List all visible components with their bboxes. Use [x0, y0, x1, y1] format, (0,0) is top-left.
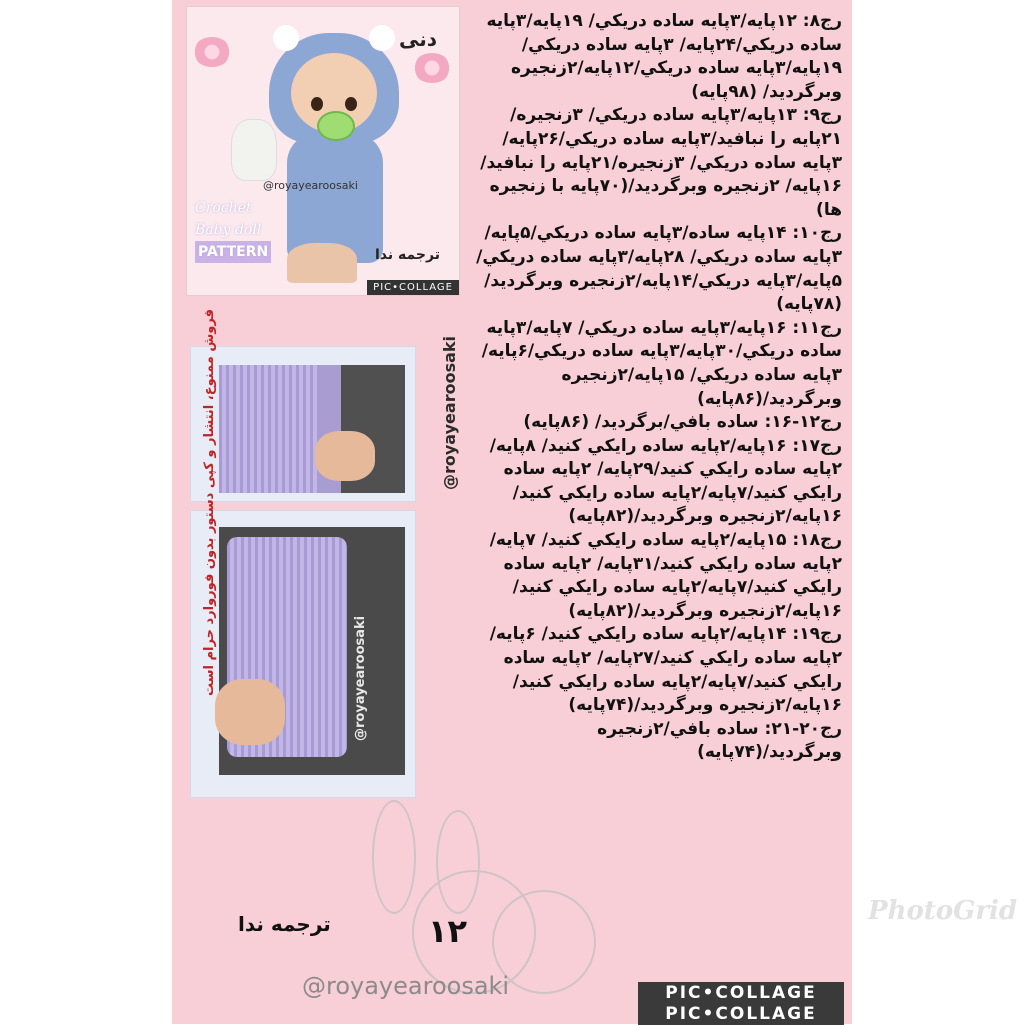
- bunny-sketch-illustration: [352, 800, 602, 1000]
- holding-hand: [287, 243, 357, 283]
- vertical-handle-watermark: @royayearoosaki: [440, 335, 459, 490]
- pattern-label-badge: PATTERN: [195, 241, 271, 263]
- hand-photo: [315, 431, 375, 481]
- doll-eye: [311, 97, 323, 111]
- hand-photo: [215, 679, 285, 745]
- pattern-row: رج۹: ۱۳پایه/۳پایه ساده دریکي/ ۳زنجیره/۲۱پایه را نبافید/۳پایه ساده دریکي/۲۶پایه/۳پایه ساده دریکي/ ۳زنجیره/۲۱پایه را نبافید/۱۶پایه/ ۲زنجیره وبرگردید/(۷۰پایه با زنجیره ها): [480, 105, 842, 220]
- doll-title: دنی: [399, 27, 438, 51]
- knit-fabric: [219, 365, 319, 493]
- collage-badge: PIC•COLLAGE: [638, 982, 844, 1004]
- copyright-warning-text: فروش ممنوع، انتشار و کپی دستور بدون فوروارد حرام است: [202, 309, 217, 696]
- crochet-photo-1: [190, 346, 416, 502]
- doll-watermark: @royayearoosaki: [263, 179, 358, 192]
- pattern-row: رج۱۹: ۱۴پایه/۲پایه ساده رایکي کنید/ ۶پایه/۲پایه ساده رایکي کنید/۲۷پایه/ ۲پایه ساده رایکي کنید/۷پایه/۲پایه ساده رایکي کنید/۱۶پایه/۲زنجیره وبرگردید/(۷۴پایه): [489, 624, 842, 716]
- doll-photo-card: [186, 6, 460, 296]
- pattern-row: رج۱۸: ۱۵پایه/۲پایه ساده رایکي کنید/ ۷پایه/۲پایه ساده رایکي کنید/۳۱پایه/ ۲پایه ساده رایکي کنید/۷پایه/۲پایه ساده رایکي کنید/۱۶پایه/۲زنجیره وبرگردید/(۸۲پایه): [489, 530, 842, 621]
- pattern-instructions: [472, 10, 842, 765]
- pattern-row: رج۱۱: ۱۶پایه/۳پایه ساده دریکي/ ۷پایه/۳پایه ساده دریکي/۳۰پایه/۳پایه ساده دریکي/۶پایه/۳پایه ساده دریکي/ ۱۵پایه/۲زنجیره وبرگردید/(۸۶پایه): [481, 317, 842, 409]
- photo-watermark: @royayearoosaki: [353, 615, 368, 741]
- copyright-warning: [202, 296, 216, 696]
- pattern-row: رج۱۲-۱۶: ساده بافي/برگردید/ (۸۶پایه): [523, 412, 842, 433]
- collage-badge: PIC•COLLAGE: [638, 1003, 844, 1025]
- pattern-page: [172, 0, 852, 1024]
- doll-ear: [273, 25, 299, 51]
- teddy-bear-toy: [231, 119, 277, 181]
- doll-illustration: [269, 33, 399, 273]
- footer-handle: @royayearoosaki: [302, 972, 510, 1000]
- doll-translator-credit: ترجمه ندا: [375, 247, 440, 263]
- doll-eye: [345, 97, 357, 111]
- pacifier-icon: [317, 111, 355, 141]
- pattern-label-line: Baby doll: [195, 222, 262, 238]
- doll-ear: [369, 25, 395, 51]
- photogrid-watermark: PhotoGrid: [868, 896, 1018, 926]
- pattern-row: رج۲۰-۲۱: ساده بافي/۲زنجیره وبرگردید/(۷۴پایه): [597, 718, 842, 763]
- page-number: ۱۲: [428, 912, 468, 950]
- pattern-row: رج۸: ۱۲پایه/۳پایه ساده دریکي/ ۱۹پایه/۳پایه ساده دریکي/۲۴پایه/ ۳پایه ساده دریکي/۱۹پایه/۳پایه ساده دریکي/۱۲پایه/۲زنجیره وبرگردید/ (۹۸پایه): [486, 11, 842, 102]
- pattern-label: [195, 197, 275, 263]
- flower-decoration: [413, 53, 451, 83]
- flower-decoration: [193, 37, 231, 67]
- pattern-row: رج۱۷: ۱۶پایه/۲پایه ساده رایکي کنید/ ۸پایه/۲پایه ساده رایکي کنید/۲۹پایه/ ۲پایه ساده رایکي کنید/۷پایه/۲پایه ساده رایکي کنید/۱۶پایه/۲زنجیره وبرگردید/(۸۲پایه): [489, 435, 842, 527]
- doll-collage-badge: PIC•COLLAGE: [367, 280, 459, 295]
- pattern-label-line: Crochet: [195, 200, 252, 216]
- translator-credit: ترجمه ندا: [238, 912, 331, 936]
- crochet-photo-2: [190, 510, 416, 798]
- pattern-row: رج۱۰: ۱۴پایه ساده/۳پایه ساده دریکي/۵پایه/۳پایه ساده دریکي/ ۲۸پایه/۳پایه ساده دریکي/۵پایه/۳پایه دریکي/۱۴پایه/۲زنجیره وبرگردید/ (۷۸پایه): [476, 223, 842, 315]
